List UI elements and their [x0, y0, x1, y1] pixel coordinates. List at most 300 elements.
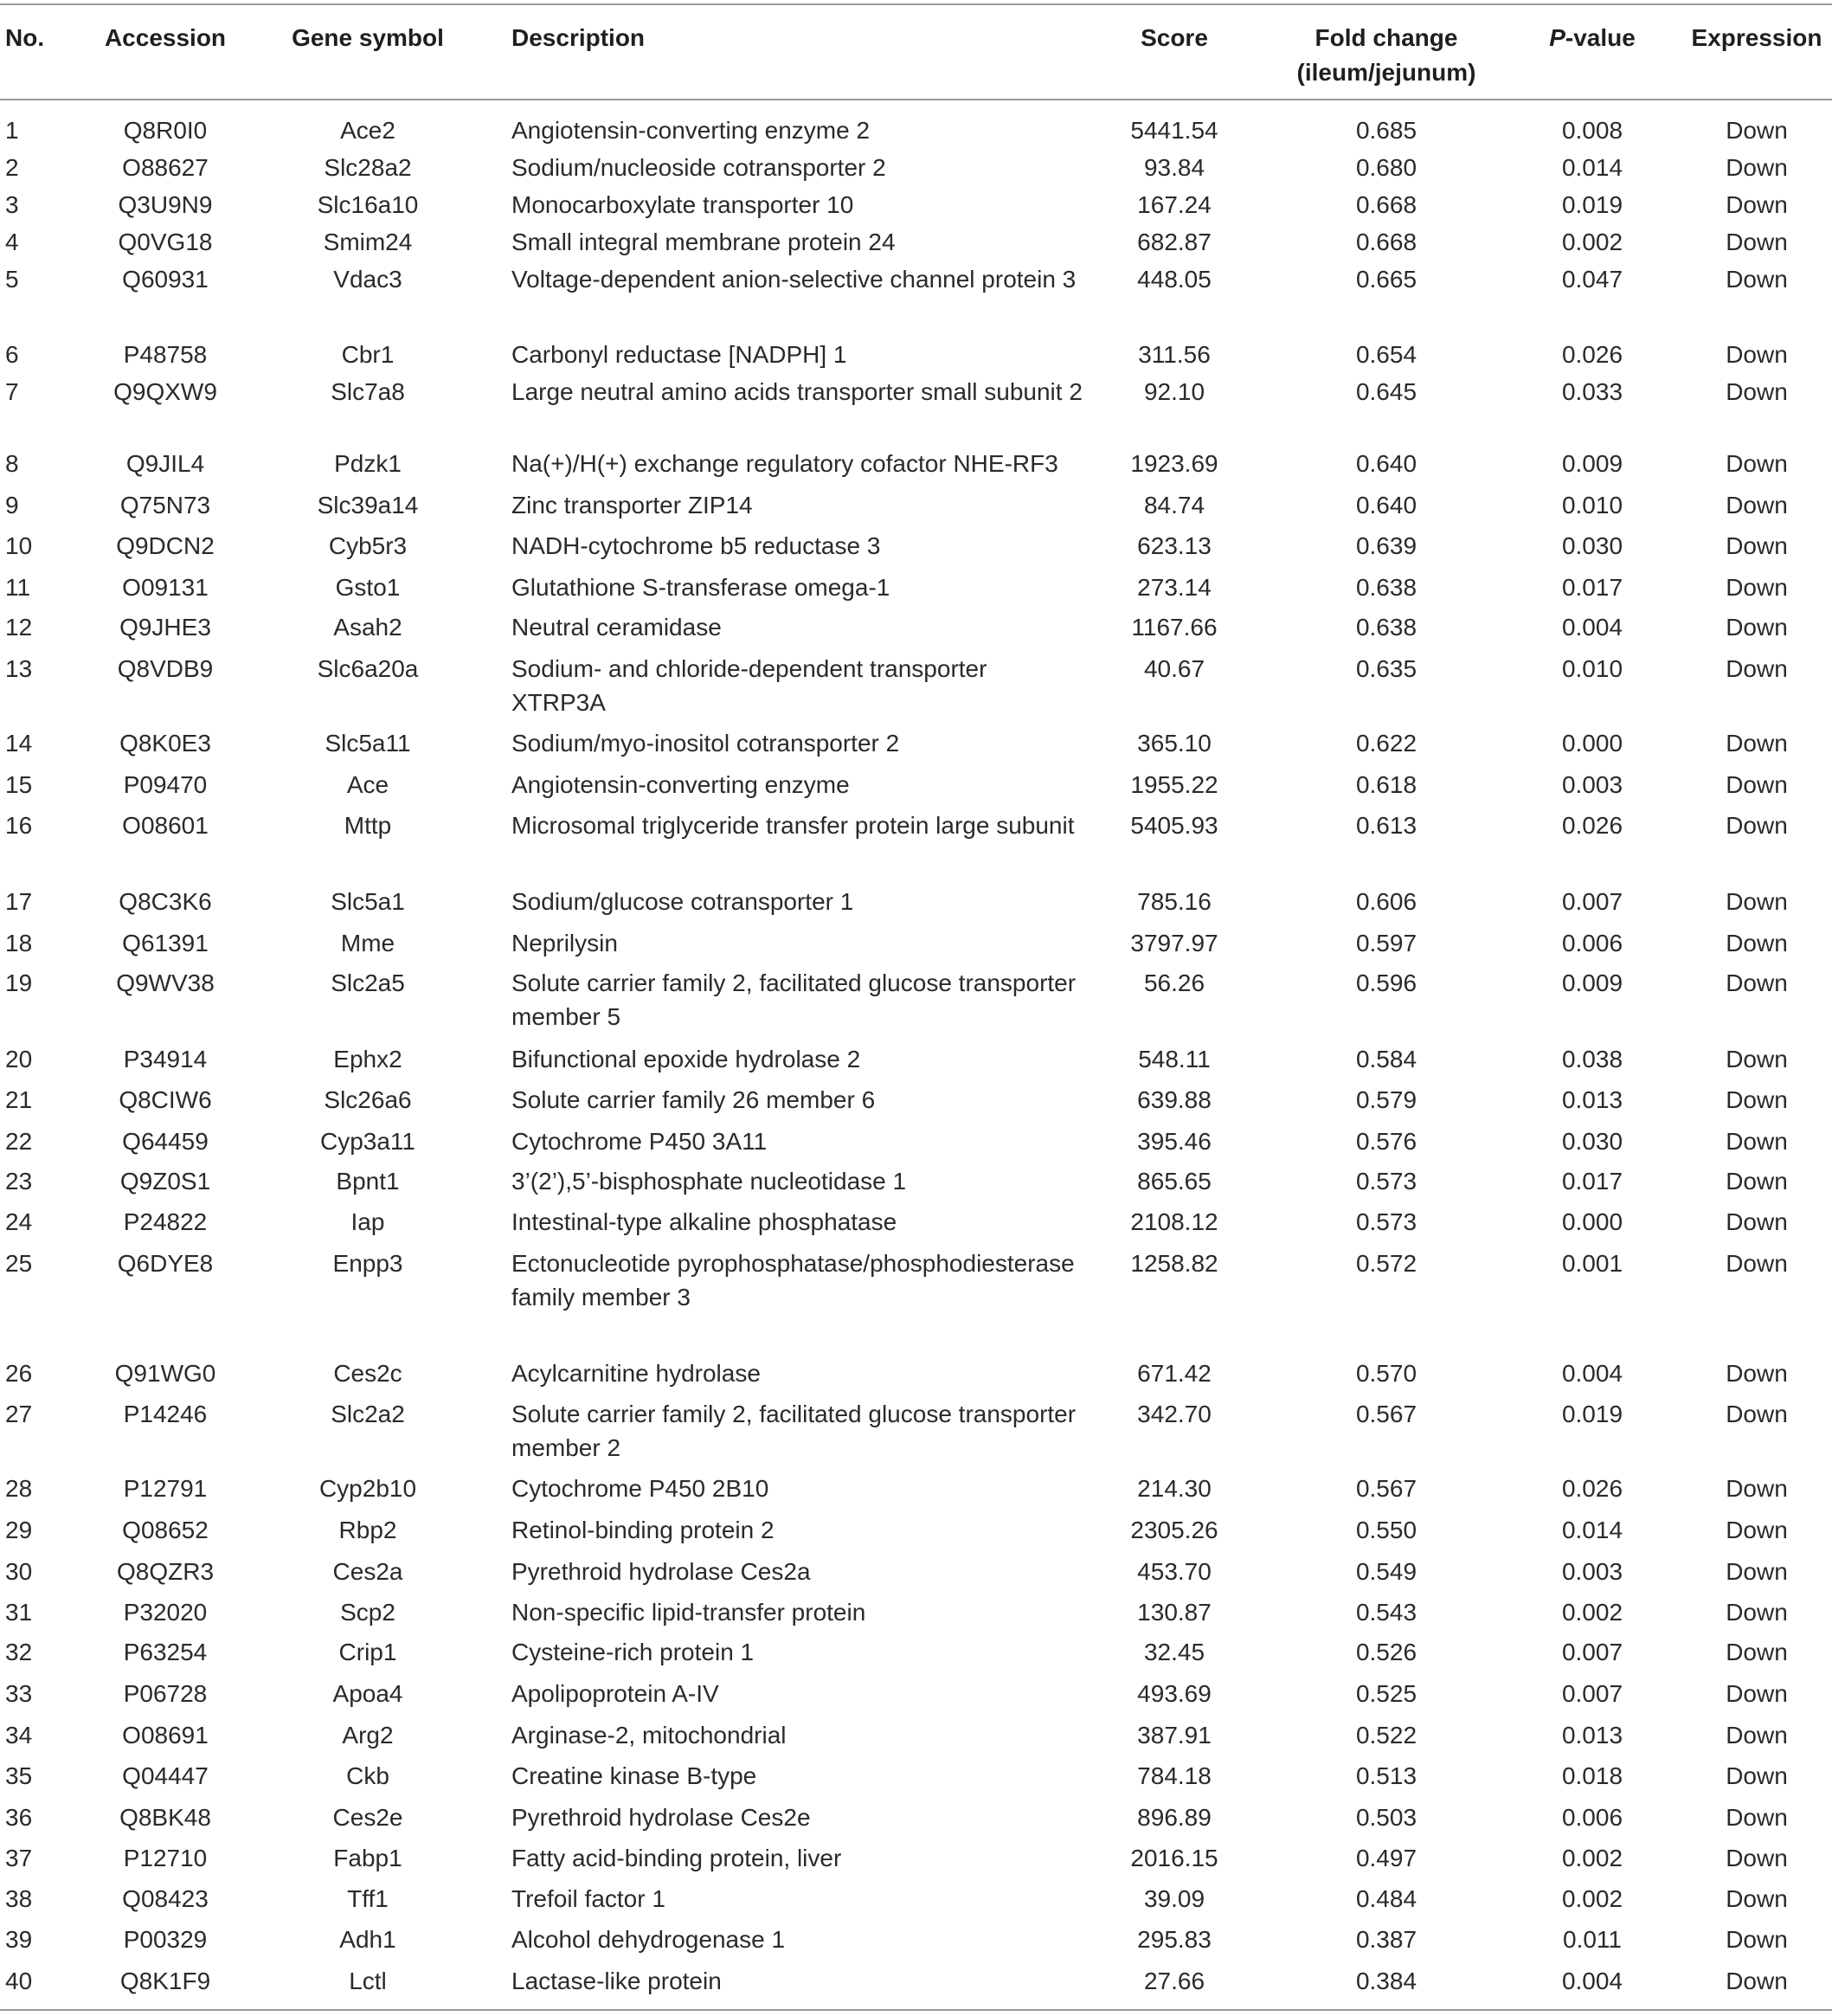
cell-score: 493.69	[1137, 1680, 1212, 1707]
cell-p-value: 0.000	[1561, 1208, 1623, 1235]
cell-p-value: 0.001	[1561, 1250, 1623, 1277]
cell-fold-change: 0.550	[1355, 1517, 1417, 1543]
cell-fold-change: 0.570	[1355, 1360, 1417, 1387]
cell-accession: O08691	[122, 1722, 209, 1749]
cell-no: 11	[5, 574, 31, 601]
cell-no: 38	[5, 1885, 33, 1912]
cell-gene-symbol: Slc16a10	[317, 191, 419, 218]
cell-gene-symbol: Ckb	[346, 1762, 389, 1789]
cell-expression: Down	[1726, 1168, 1788, 1195]
cell-description: Sodium/glucose cotransporter 1	[511, 888, 854, 915]
cell-p-value: 0.026	[1561, 812, 1623, 839]
cell-gene-symbol: Ephx2	[333, 1046, 402, 1072]
cell-no: 27	[5, 1401, 33, 1427]
cell-expression: Down	[1726, 492, 1788, 518]
cell-score: 93.84	[1143, 154, 1205, 181]
cell-gene-symbol: Smim24	[323, 229, 413, 255]
cell-description: Bifunctional epoxide hydrolase 2	[511, 1046, 861, 1072]
cell-description: Ectonucleotide pyrophosphatase/phosphodiesterase family member 3	[511, 1250, 1075, 1311]
cell-no: 6	[5, 341, 19, 368]
cell-fold-change: 0.680	[1355, 154, 1417, 181]
cell-expression: Down	[1726, 532, 1788, 559]
cell-p-value: 0.014	[1561, 1517, 1623, 1543]
cell-gene-symbol: Slc5a11	[325, 730, 411, 757]
cell-no: 29	[5, 1517, 33, 1543]
cell-accession: Q60931	[122, 266, 209, 293]
cell-description: Cytochrome P450 3A11	[511, 1128, 768, 1155]
cell-no: 37	[5, 1845, 33, 1871]
cell-p-value: 0.003	[1561, 1558, 1623, 1585]
cell-no: 15	[5, 771, 33, 798]
cell-accession: P12791	[123, 1475, 208, 1502]
cell-expression: Down	[1726, 888, 1788, 915]
cell-description: Intestinal-type alkaline phosphatase	[511, 1208, 897, 1235]
cell-score: 1258.82	[1130, 1250, 1218, 1277]
cell-no: 13	[5, 655, 33, 682]
cell-gene-symbol: Ces2e	[332, 1804, 403, 1831]
cell-description: Sodium/myo-inositol cotransporter 2	[511, 730, 900, 757]
cell-gene-symbol: Ace2	[340, 117, 395, 144]
cell-accession: Q8BK48	[119, 1804, 211, 1831]
cell-gene-symbol: Enpp3	[332, 1250, 403, 1277]
cell-accession: Q9Z0S1	[119, 1168, 211, 1195]
cell-description: Neprilysin	[511, 930, 618, 956]
cell-expression: Down	[1726, 930, 1788, 956]
cell-p-value: 0.017	[1561, 574, 1623, 601]
cell-description: Carbonyl reductase [NADPH] 1	[511, 341, 847, 368]
cell-accession: Q9JIL4	[125, 450, 205, 477]
cell-expression: Down	[1726, 1722, 1788, 1749]
cell-accession: O88627	[122, 154, 209, 181]
cell-no: 9	[5, 492, 19, 518]
cell-fold-change: 0.635	[1355, 655, 1417, 682]
cell-gene-symbol: Ace	[346, 771, 389, 798]
cell-accession: Q8C3K6	[119, 888, 212, 915]
cell-expression: Down	[1726, 969, 1788, 996]
cell-p-value: 0.010	[1561, 492, 1623, 518]
cell-score: 1923.69	[1130, 450, 1218, 477]
cell-fold-change: 0.654	[1355, 341, 1417, 368]
cell-p-value: 0.018	[1561, 1762, 1623, 1789]
cell-gene-symbol: Pdzk1	[334, 450, 402, 477]
cell-no: 17	[5, 888, 33, 915]
cell-description: Retinol-binding protein 2	[511, 1517, 775, 1543]
cell-score: 896.89	[1137, 1804, 1212, 1831]
cell-fold-change: 0.668	[1355, 191, 1417, 218]
cell-expression: Down	[1726, 1086, 1788, 1113]
cell-no: 36	[5, 1804, 33, 1831]
cell-p-value: 0.003	[1561, 771, 1623, 798]
cell-fold-change: 0.543	[1355, 1599, 1417, 1626]
header-gene-symbol: Gene symbol	[292, 24, 444, 51]
cell-fold-change: 0.640	[1355, 450, 1417, 477]
cell-description: Pyrethroid hydrolase Ces2a	[511, 1558, 811, 1585]
cell-score: 682.87	[1137, 229, 1212, 255]
cell-no: 16	[5, 812, 33, 839]
cell-accession: Q8K1F9	[119, 1968, 211, 1994]
cell-fold-change: 0.638	[1355, 574, 1417, 601]
cell-accession: Q9JHE3	[119, 614, 211, 641]
cell-gene-symbol: Cyp2b10	[318, 1475, 417, 1502]
cell-fold-change: 0.665	[1355, 266, 1417, 293]
cell-p-value: 0.019	[1561, 191, 1623, 218]
cell-no: 26	[5, 1360, 33, 1387]
cell-accession: Q0VG18	[118, 229, 213, 255]
cell-description: Acylcarnitine hydrolase	[511, 1360, 761, 1387]
cell-gene-symbol: Slc28a2	[324, 154, 412, 181]
cell-gene-symbol: Slc6a20a	[317, 655, 419, 682]
table-bottom-rule	[0, 2009, 1832, 2011]
cell-expression: Down	[1726, 812, 1788, 839]
cell-p-value: 0.002	[1561, 229, 1623, 255]
cell-expression: Down	[1726, 1926, 1788, 1953]
header-score: Score	[1141, 24, 1208, 51]
cell-no: 14	[5, 730, 33, 757]
cell-gene-symbol: Vdac3	[333, 266, 402, 293]
cell-no: 32	[5, 1639, 33, 1665]
cell-description: Arginase-2, mitochondrial	[511, 1722, 787, 1749]
cell-expression: Down	[1726, 574, 1788, 601]
cell-accession: Q9QXW9	[113, 378, 217, 405]
cell-expression: Down	[1726, 266, 1788, 293]
cell-gene-symbol: Slc39a14	[317, 492, 419, 518]
cell-accession: P32020	[123, 1599, 208, 1626]
cell-accession: Q8QZR3	[116, 1558, 215, 1585]
cell-score: 639.88	[1137, 1086, 1212, 1113]
cell-description: Sodium- and chloride-dependent transporter XTRP3A	[511, 655, 987, 716]
cell-fold-change: 0.638	[1355, 614, 1417, 641]
cell-gene-symbol: Fabp1	[333, 1845, 402, 1871]
cell-accession: P14246	[123, 1401, 208, 1427]
cell-p-value: 0.011	[1563, 1926, 1622, 1953]
cell-description: Na(+)/H(+) exchange regulatory cofactor NHE-RF3	[511, 450, 1058, 477]
cell-score: 548.11	[1138, 1046, 1211, 1072]
cell-score: 623.13	[1137, 532, 1212, 559]
cell-fold-change: 0.513	[1355, 1762, 1417, 1789]
cell-description: Microsomal triglyceride transfer protein large subunit	[511, 812, 1075, 839]
cell-p-value: 0.030	[1561, 1128, 1623, 1155]
cell-gene-symbol: Slc2a5	[331, 969, 405, 996]
cell-gene-symbol: Tff1	[347, 1885, 389, 1912]
cell-no: 12	[5, 614, 33, 641]
cell-no: 23	[5, 1168, 33, 1195]
cell-fold-change: 0.685	[1355, 117, 1417, 144]
cell-fold-change: 0.549	[1355, 1558, 1417, 1585]
cell-fold-change: 0.645	[1355, 378, 1417, 405]
cell-expression: Down	[1726, 655, 1788, 682]
cell-score: 1955.22	[1130, 771, 1218, 798]
cell-fold-change: 0.573	[1355, 1168, 1417, 1195]
cell-gene-symbol: Cyp3a11	[319, 1128, 415, 1155]
cell-accession: Q75N73	[119, 492, 211, 518]
cell-fold-change: 0.584	[1355, 1046, 1417, 1072]
header-no: No.	[5, 24, 45, 51]
cell-expression: Down	[1726, 1517, 1788, 1543]
cell-no: 22	[5, 1128, 33, 1155]
cell-fold-change: 0.567	[1355, 1401, 1417, 1427]
cell-gene-symbol: Slc26a6	[324, 1086, 412, 1113]
cell-no: 2	[5, 154, 19, 181]
cell-p-value: 0.000	[1561, 730, 1623, 757]
cell-expression: Down	[1726, 614, 1788, 641]
cell-p-value: 0.009	[1561, 450, 1623, 477]
cell-expression: Down	[1726, 378, 1788, 405]
cell-p-value: 0.009	[1561, 969, 1623, 996]
cell-score: 387.91	[1137, 1722, 1212, 1749]
cell-description: Monocarboxylate transporter 10	[511, 191, 854, 218]
cell-accession: P34914	[123, 1046, 208, 1072]
cell-expression: Down	[1726, 229, 1788, 255]
cell-p-value: 0.007	[1561, 888, 1623, 915]
cell-no: 20	[5, 1046, 33, 1072]
cell-accession: Q8K0E3	[119, 730, 211, 757]
cell-p-value: 0.038	[1561, 1046, 1623, 1072]
cell-no: 10	[5, 532, 33, 559]
cell-description: Angiotensin-converting enzyme	[511, 771, 850, 798]
cell-p-value: 0.014	[1561, 154, 1623, 181]
cell-expression: Down	[1726, 771, 1788, 798]
cell-fold-change: 0.606	[1355, 888, 1417, 915]
cell-expression: Down	[1726, 1639, 1788, 1665]
cell-fold-change: 0.567	[1355, 1475, 1417, 1502]
cell-accession: P48758	[123, 341, 208, 368]
cell-expression: Down	[1726, 191, 1788, 218]
cell-no: 35	[5, 1762, 33, 1789]
cell-score: 5405.93	[1130, 812, 1218, 839]
cell-no: 30	[5, 1558, 33, 1585]
cell-expression: Down	[1726, 1885, 1788, 1912]
cell-fold-change: 0.526	[1355, 1639, 1417, 1665]
cell-fold-change: 0.613	[1355, 812, 1417, 839]
cell-gene-symbol: Bpnt1	[336, 1168, 400, 1195]
cell-score: 273.14	[1137, 574, 1212, 601]
cell-p-value: 0.033	[1561, 378, 1623, 405]
cell-score: 1167.66	[1131, 614, 1218, 641]
cell-score: 27.66	[1143, 1968, 1205, 1994]
cell-description: Large neutral amino acids transporter small subunit 2	[511, 378, 1083, 405]
cell-expression: Down	[1726, 1804, 1788, 1831]
cell-p-value: 0.026	[1561, 1475, 1623, 1502]
cell-description: Voltage-dependent anion-selective channel protein 3	[511, 266, 1077, 293]
cell-expression: Down	[1726, 1401, 1788, 1427]
cell-description: Cytochrome P450 2B10	[511, 1475, 769, 1502]
cell-fold-change: 0.387	[1355, 1926, 1417, 1953]
cell-gene-symbol: Iap	[350, 1208, 385, 1235]
cell-p-value: 0.026	[1561, 341, 1623, 368]
cell-expression: Down	[1726, 450, 1788, 477]
cell-score: 365.10	[1137, 730, 1212, 757]
cell-fold-change: 0.572	[1355, 1250, 1417, 1277]
cell-expression: Down	[1726, 1558, 1788, 1585]
cell-expression: Down	[1726, 1208, 1788, 1235]
cell-gene-symbol: Ces2c	[333, 1360, 402, 1387]
cell-accession: Q64459	[122, 1128, 209, 1155]
header-description: Description	[511, 24, 646, 51]
cell-fold-change: 0.384	[1355, 1968, 1417, 1994]
cell-p-value: 0.007	[1561, 1639, 1623, 1665]
cell-gene-symbol: Adh1	[339, 1926, 396, 1953]
cell-p-value: 0.006	[1561, 1804, 1623, 1831]
cell-expression: Down	[1726, 1475, 1788, 1502]
cell-no: 3	[5, 191, 19, 218]
cell-score: 3797.97	[1130, 930, 1218, 956]
cell-fold-change: 0.640	[1355, 492, 1417, 518]
cell-expression: Down	[1726, 1128, 1788, 1155]
cell-score: 311.56	[1138, 341, 1211, 368]
cell-expression: Down	[1726, 1360, 1788, 1387]
cell-accession: Q8VDB9	[117, 655, 214, 682]
cell-p-value: 0.002	[1561, 1845, 1623, 1871]
cell-fold-change: 0.579	[1355, 1086, 1417, 1113]
header-fold-change-line2: (ileum/jejunum)	[1296, 59, 1476, 86]
cell-description: Solute carrier family 26 member 6	[511, 1086, 876, 1113]
cell-description: Fatty acid-binding protein, liver	[511, 1845, 842, 1871]
cell-no: 25	[5, 1250, 33, 1277]
cell-accession: P24822	[123, 1208, 208, 1235]
cell-description: Solute carrier family 2, facilitated glucose transporter member 5	[511, 969, 1077, 1030]
cell-description: NADH-cytochrome b5 reductase 3	[511, 532, 881, 559]
cell-description: Creatine kinase B-type	[511, 1762, 757, 1789]
cell-score: 167.24	[1137, 191, 1212, 218]
cell-p-value: 0.002	[1561, 1885, 1623, 1912]
cell-gene-symbol: Asah2	[333, 614, 402, 641]
cell-accession: P12710	[123, 1845, 208, 1871]
cell-fold-change: 0.484	[1355, 1885, 1417, 1912]
cell-p-value: 0.007	[1561, 1680, 1623, 1707]
cell-description: Neutral ceramidase	[511, 614, 722, 641]
cell-accession: P63254	[123, 1639, 208, 1665]
table-top-rule	[0, 3, 1832, 5]
cell-score: 130.87	[1137, 1599, 1212, 1626]
cell-description: Pyrethroid hydrolase Ces2e	[511, 1804, 811, 1831]
cell-expression: Down	[1726, 1680, 1788, 1707]
cell-score: 40.67	[1143, 655, 1205, 682]
cell-accession: O08601	[122, 812, 209, 839]
cell-no: 34	[5, 1722, 33, 1749]
cell-gene-symbol: Mme	[340, 930, 395, 956]
cell-fold-change: 0.639	[1355, 532, 1417, 559]
cell-no: 40	[5, 1968, 33, 1994]
cell-score: 448.05	[1137, 266, 1212, 293]
cell-description: Solute carrier family 2, facilitated glucose transporter member 2	[511, 1401, 1077, 1461]
cell-fold-change: 0.618	[1355, 771, 1417, 798]
header-p-rest: -value	[1565, 24, 1636, 51]
cell-gene-symbol: Crip1	[338, 1639, 397, 1665]
cell-p-value: 0.004	[1561, 614, 1623, 641]
cell-gene-symbol: Arg2	[342, 1722, 394, 1749]
cell-fold-change: 0.597	[1355, 930, 1417, 956]
cell-description: Glutathione S-transferase omega-1	[511, 574, 890, 601]
header-accession: Accession	[104, 24, 227, 51]
cell-expression: Down	[1726, 117, 1788, 144]
cell-gene-symbol: Mttp	[344, 812, 392, 839]
cell-description: Trefoil factor 1	[511, 1885, 665, 1912]
cell-no: 7	[5, 378, 19, 405]
cell-fold-change: 0.525	[1355, 1680, 1417, 1707]
cell-gene-symbol: Slc2a2	[331, 1401, 405, 1427]
cell-expression: Down	[1726, 1845, 1788, 1871]
cell-no: 19	[5, 969, 33, 996]
header-p-value	[1506, 21, 1679, 55]
cell-no: 24	[5, 1208, 33, 1235]
cell-fold-change: 0.622	[1355, 730, 1417, 757]
cell-fold-change: 0.668	[1355, 229, 1417, 255]
cell-p-value: 0.004	[1561, 1968, 1623, 1994]
cell-score: 671.42	[1137, 1360, 1212, 1387]
cell-score: 84.74	[1143, 492, 1205, 518]
cell-description: Cysteine-rich protein 1	[511, 1639, 755, 1665]
cell-description: Small integral membrane protein 24	[511, 229, 896, 255]
cell-fold-change: 0.497	[1355, 1845, 1417, 1871]
cell-accession: Q08423	[122, 1885, 209, 1912]
cell-fold-change: 0.596	[1355, 969, 1417, 996]
cell-no: 28	[5, 1475, 33, 1502]
cell-p-value: 0.013	[1561, 1722, 1623, 1749]
header-p-italic: P	[1549, 24, 1565, 51]
cell-score: 5441.54	[1130, 117, 1218, 144]
cell-accession: Q8CIW6	[119, 1086, 212, 1113]
cell-accession: Q9WV38	[116, 969, 215, 996]
header-fold-change	[1287, 21, 1486, 90]
cell-accession: P00329	[123, 1926, 208, 1953]
cell-accession: P09470	[123, 771, 208, 798]
cell-p-value: 0.017	[1561, 1168, 1623, 1195]
cell-p-value: 0.047	[1561, 266, 1623, 293]
cell-gene-symbol: Apoa4	[332, 1680, 403, 1707]
cell-gene-symbol: Cyb5r3	[328, 532, 408, 559]
cell-accession: Q91WG0	[114, 1360, 216, 1387]
cell-p-value: 0.010	[1561, 655, 1623, 682]
cell-p-value: 0.006	[1561, 930, 1623, 956]
cell-gene-symbol: Slc7a8	[331, 378, 405, 405]
cell-description: Angiotensin-converting enzyme 2	[511, 117, 871, 144]
cell-accession: Q04447	[122, 1762, 209, 1789]
cell-no: 31	[5, 1599, 33, 1626]
cell-no: 39	[5, 1926, 33, 1953]
cell-expression: Down	[1726, 1762, 1788, 1789]
cell-accession: O09131	[122, 574, 209, 601]
cell-description: Lactase-like protein	[511, 1968, 722, 1994]
cell-expression: Down	[1726, 1968, 1788, 1994]
cell-accession: Q08652	[122, 1517, 209, 1543]
cell-p-value: 0.004	[1561, 1360, 1623, 1387]
cell-score: 295.83	[1137, 1926, 1212, 1953]
cell-score: 784.18	[1137, 1762, 1212, 1789]
cell-expression: Down	[1726, 1046, 1788, 1072]
cell-accession: Q61391	[122, 930, 209, 956]
cell-description: Non-specific lipid-transfer protein	[511, 1599, 866, 1626]
cell-expression: Down	[1726, 154, 1788, 181]
header-expression: Expression	[1691, 24, 1822, 51]
cell-accession: Q8R0I0	[123, 117, 208, 144]
cell-expression: Down	[1726, 1250, 1788, 1277]
cell-p-value: 0.030	[1561, 532, 1623, 559]
cell-description: Sodium/nucleoside cotransporter 2	[511, 154, 886, 181]
header-rule	[0, 99, 1832, 100]
cell-p-value: 0.008	[1561, 117, 1623, 144]
cell-gene-symbol: Gsto1	[335, 574, 401, 601]
header-fold-change-line1: Fold change	[1315, 24, 1458, 51]
cell-score: 453.70	[1137, 1558, 1212, 1585]
cell-accession: P06728	[123, 1680, 208, 1707]
cell-description: Zinc transporter ZIP14	[511, 492, 753, 518]
cell-no: 21	[5, 1086, 33, 1113]
cell-fold-change: 0.503	[1355, 1804, 1417, 1831]
cell-score: 865.65	[1137, 1168, 1212, 1195]
cell-no: 18	[5, 930, 33, 956]
cell-gene-symbol: Cbr1	[341, 341, 395, 368]
cell-expression: Down	[1726, 341, 1788, 368]
